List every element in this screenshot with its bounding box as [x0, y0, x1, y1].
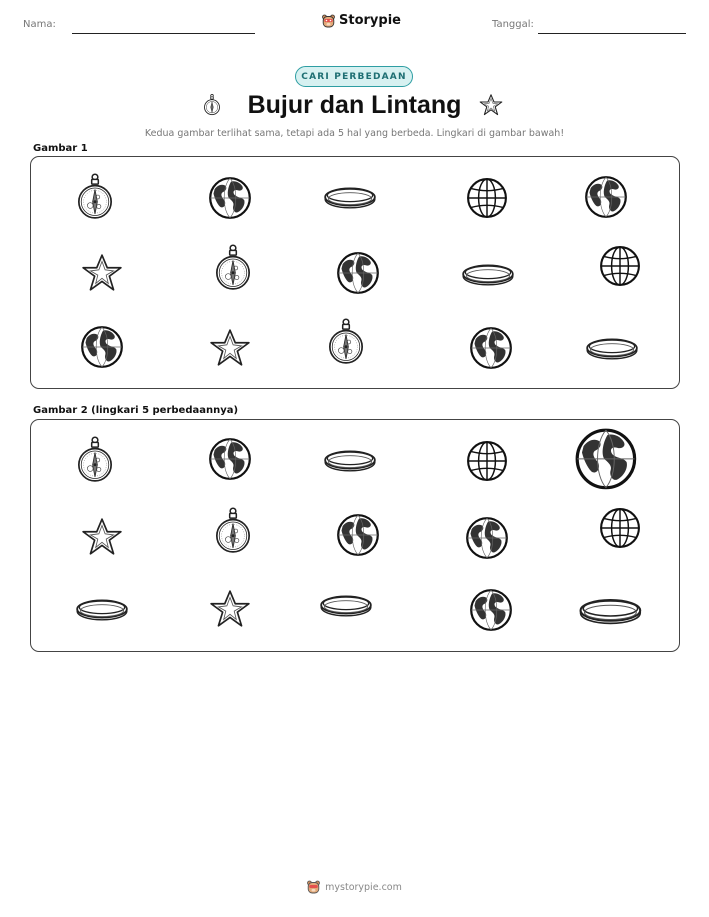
bear-mascot-icon	[307, 880, 320, 894]
panel1-earth-icon	[336, 251, 380, 295]
panel1-globe-grid-icon	[466, 177, 508, 219]
instructions: Kedua gambar terlihat sama, tetapi ada 5 hal yang berbeda. Lingkari di gambar bawah!	[144, 128, 565, 139]
panel2-earth-icon[interactable]	[469, 588, 513, 632]
panel1-starfish-icon	[80, 252, 124, 294]
footer-url: mystorypie.com	[325, 881, 402, 893]
panel1-earth-icon	[584, 175, 628, 219]
panel1-ring-icon	[323, 185, 377, 209]
panel2-globe-grid-icon[interactable]	[599, 507, 641, 549]
panel1-earth-icon	[208, 176, 252, 220]
panel1-earth-icon	[469, 326, 513, 370]
panel-2-label: Gambar 2 (lingkari 5 perbedaannya)	[33, 405, 239, 416]
date-input-line[interactable]	[538, 33, 686, 34]
panel2-earth-icon[interactable]	[465, 516, 509, 560]
bear-mascot-icon	[322, 14, 335, 28]
brand-name: Storypie	[339, 13, 401, 28]
panel2-starfish-icon[interactable]	[208, 588, 252, 630]
panel2-earth-icon[interactable]	[208, 437, 252, 481]
panel2-earth-icon[interactable]	[574, 427, 638, 491]
panel2-globe-grid-icon[interactable]	[466, 440, 508, 482]
panel2-compass-icon[interactable]	[76, 436, 114, 484]
panel2-compass-icon[interactable]	[214, 507, 252, 555]
date-label: Tanggal:	[492, 19, 534, 30]
panel2-ring-icon[interactable]	[319, 593, 373, 617]
panel1-ring-icon	[585, 336, 639, 360]
panel1-starfish-icon	[208, 327, 252, 369]
panel1-compass-icon	[214, 244, 252, 292]
panel2-ring-icon[interactable]	[323, 448, 377, 472]
name-label: Nama:	[23, 19, 56, 30]
panel-1-label: Gambar 1	[33, 143, 88, 154]
footer	[0, 880, 709, 894]
panel2-ring-icon[interactable]	[578, 596, 643, 625]
name-input-line[interactable]	[72, 33, 255, 34]
panel1-compass-icon	[327, 318, 365, 366]
panel1-globe-grid-icon	[599, 245, 641, 287]
brand-logo	[322, 13, 401, 28]
panel2-starfish-icon[interactable]	[80, 516, 124, 558]
page-title: Bujur dan Lintang	[247, 91, 462, 119]
panel1-earth-icon	[80, 325, 124, 369]
panel1-compass-icon	[76, 173, 114, 221]
panel2-earth-icon[interactable]	[336, 513, 380, 557]
panel2-ring-icon[interactable]	[75, 597, 129, 621]
panel1-ring-icon	[461, 262, 515, 286]
starfish-icon	[478, 93, 504, 117]
activity-badge: CARI PERBEDAAN	[295, 66, 413, 87]
